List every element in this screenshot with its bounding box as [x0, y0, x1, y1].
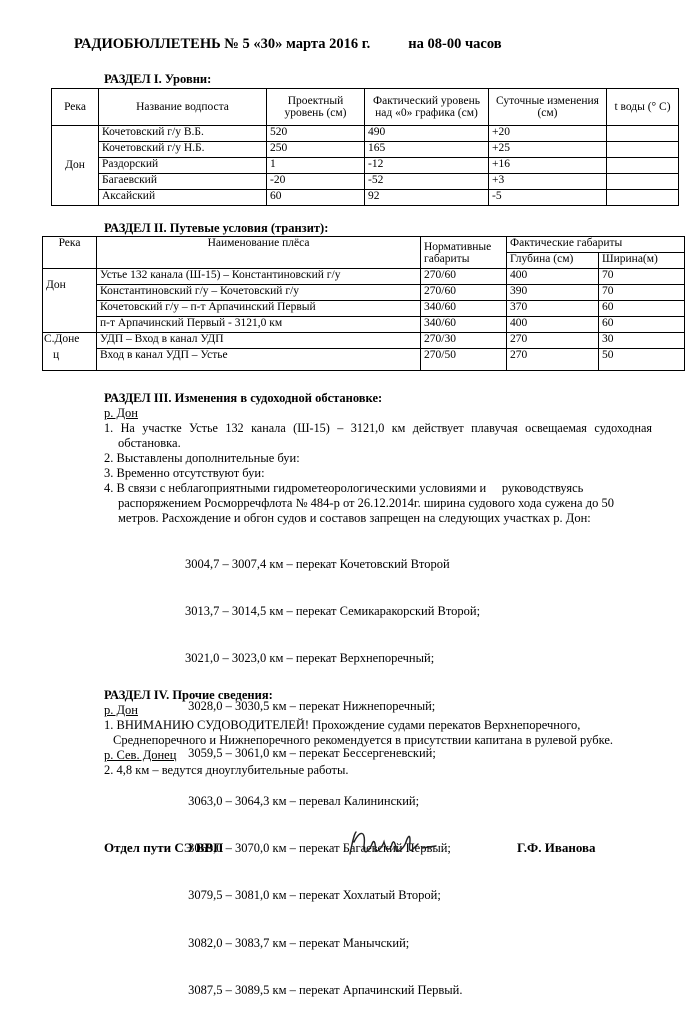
transit-table	[42, 236, 685, 371]
list-item: 3063,0 – 3064,3 км – перевал Калининский;	[185, 793, 420, 808]
levels-cell-temp	[607, 174, 679, 190]
levels-cell-project: -20	[267, 174, 365, 190]
transit-cell-name: Константиновский г/у – Кочетовский г/у	[97, 285, 421, 301]
title-time: на 08-00 часов	[408, 36, 502, 52]
transit-cell-norm: 340/60	[421, 317, 507, 333]
section1-title: РАЗДЕЛ I. Уровни:	[104, 72, 212, 86]
levels-col-actual: Фактический уровень над «0» графика (см)	[365, 89, 489, 126]
section3-item2: 2. Выставлены дополнительные буи:	[104, 451, 300, 465]
levels-cell-change: +3	[489, 174, 607, 190]
list-item: 3059,5 – 3061,0 км – перекат Бессергеневский;	[185, 746, 436, 761]
transit-col-width: Ширина(м)	[599, 253, 685, 269]
transit-col-river: Река	[43, 237, 97, 269]
transit-cell-depth: 390	[507, 285, 599, 301]
levels-cell-temp	[607, 190, 679, 206]
levels-cell-name: Раздорский	[99, 158, 267, 174]
levels-table	[51, 88, 679, 206]
levels-cell-actual: -52	[365, 174, 489, 190]
table-row	[43, 333, 685, 349]
levels-cell-project: 520	[267, 126, 365, 142]
list-item: 3087,5 – 3089,5 км – перекат Арпачинский Первый.	[185, 983, 463, 998]
table-row	[52, 190, 679, 206]
transit-col-normative: Нормативные габариты	[421, 237, 507, 269]
section3-title: РАЗДЕЛ III. Изменения в судоходной обстановке:	[104, 391, 383, 405]
levels-cell-change: -5	[489, 190, 607, 206]
table-row	[52, 174, 679, 190]
transit-cell-name: п-т Арпачинский Первый - 3121,0 км	[97, 317, 421, 333]
levels-cell-temp	[607, 126, 679, 142]
levels-cell-change: +16	[489, 158, 607, 174]
levels-cell-name: Аксайский	[99, 190, 267, 206]
transit-cell-width: 70	[599, 269, 685, 285]
section3-item4-line2: распоряжением Росморречфлота № 484-р от 26.12.2014г. ширина судового хода сужена до 50	[118, 496, 614, 510]
transit-cell-width: 70	[599, 285, 685, 301]
section4-river-donets: р. Сев. Донец	[104, 748, 177, 762]
levels-col-post: Название водпоста	[99, 89, 267, 126]
transit-cell-width: 60	[599, 317, 685, 333]
table-row	[52, 126, 679, 142]
list-item: 3079,5 – 3081,0 км – перекат Хохлатый Второй;	[185, 888, 441, 903]
transit-cell-name: УДП – Вход в канал УДП	[97, 333, 421, 349]
transit-cell-name: Кочетовский г/у – п-т Арпачинский Первый	[97, 301, 421, 317]
transit-river-donets	[43, 333, 97, 371]
levels-cell-temp	[607, 142, 679, 158]
section4-title: РАЗДЕЛ IV. Прочие сведения:	[104, 688, 273, 702]
table-row	[43, 349, 685, 371]
levels-col-river: Река	[52, 89, 99, 126]
levels-col-change: Суточные изменения (см)	[489, 89, 607, 126]
levels-cell-name: Кочетовский г/у Н.Б.	[99, 142, 267, 158]
transit-cell-name: Вход в канал УДП – Устье	[97, 349, 421, 371]
transit-col-depth: Глубина (см)	[507, 253, 599, 269]
levels-cell-project: 1	[267, 158, 365, 174]
list-item: 3021,0 – 3023,0 км – перекат Верхнепоречный;	[185, 651, 435, 666]
list-item: 3028,0 – 3030,5 км – перекат Нижнепоречный;	[185, 698, 436, 713]
transit-river-don: Дон	[43, 269, 97, 333]
transit-cell-norm: 270/60	[421, 269, 507, 285]
list-item: 3004,7 – 3007,4 км – перекат Кочетовский Второй	[185, 556, 450, 571]
table-row	[52, 142, 679, 158]
table-row	[43, 317, 685, 333]
handwritten-signature	[342, 824, 442, 866]
transit-river-donets-line2: ц	[53, 349, 60, 361]
transit-cell-depth: 270	[507, 349, 599, 371]
transit-cell-norm: 270/50	[421, 349, 507, 371]
levels-cell-change: +25	[489, 142, 607, 158]
levels-cell-temp	[607, 158, 679, 174]
section4-item2: 2. 4,8 км – ведутся дноуглубительные работы.	[104, 763, 349, 777]
levels-cell-name: Кочетовский г/у В.Б.	[99, 126, 267, 142]
footer-signer-name: Г.Ф. Иванова	[517, 840, 596, 855]
transit-cell-width: 60	[599, 301, 685, 317]
section3-item1-line2: обстановка.	[118, 436, 181, 450]
levels-river-don: Дон	[52, 126, 99, 206]
levels-cell-name: Багаевский	[99, 174, 267, 190]
transit-col-name: Наименование плёса	[97, 237, 421, 269]
transit-cell-norm: 340/60	[421, 301, 507, 317]
section3-item1-line1: 1. На участке Устье 132 канала (Ш-15) – 3121,0 км действует плавучая освещаемая судоходная	[104, 421, 652, 435]
footer-department: Отдел пути СЭ ВВП	[104, 840, 224, 855]
transit-cell-name: Устье 132 канала (Ш-15) – Константиновский г/у	[97, 269, 421, 285]
transit-col-actual: Фактические габариты	[507, 237, 685, 253]
table-row	[43, 269, 685, 285]
section2-title: РАЗДЕЛ II. Путевые условия (транзит):	[104, 221, 329, 235]
levels-cell-actual: -12	[365, 158, 489, 174]
transit-cell-depth: 270	[507, 333, 599, 349]
levels-cell-actual: 490	[365, 126, 489, 142]
transit-cell-depth: 400	[507, 269, 599, 285]
levels-cell-change: +20	[489, 126, 607, 142]
bulletin-title	[74, 36, 502, 53]
levels-cell-project: 250	[267, 142, 365, 158]
table-row	[43, 285, 685, 301]
section4-item1-line1: 1. ВНИМАНИЮ СУДОВОДИТЕЛЕЙ! Прохождение судами перекатов Верхнепоречного,	[104, 718, 581, 732]
transit-cell-width: 50	[599, 349, 685, 371]
levels-cell-actual: 92	[365, 190, 489, 206]
transit-cell-depth: 400	[507, 317, 599, 333]
transit-cell-depth: 370	[507, 301, 599, 317]
levels-cell-project: 60	[267, 190, 365, 206]
table-row	[43, 301, 685, 317]
transit-cell-width: 30	[599, 333, 685, 349]
list-item: 3082,0 – 3083,7 км – перекат Манычский;	[185, 935, 410, 950]
transit-cell-norm: 270/60	[421, 285, 507, 301]
levels-col-temp: t воды (° C)	[607, 89, 679, 126]
section3-item4-line3: метров. Расхождение и обгон судов и составов запрещен на следующих участках р. Дон:	[118, 511, 591, 525]
section4-item1-line2: Среднепоречного и Нижнепоречного рекомендуется в присутствии капитана в рулевой рубке.	[113, 733, 614, 747]
section3-item3: 3. Временно отсутствуют буи:	[104, 466, 265, 480]
transit-river-donets-line1: С.Доне	[44, 333, 80, 345]
table-row	[52, 158, 679, 174]
section3-river: р. Дон	[104, 406, 138, 420]
title-text: РАДИОБЮЛЛЕТЕНЬ № 5 «30» марта 2016 г.	[74, 36, 371, 52]
levels-col-project: Проектный уровень (см)	[267, 89, 365, 126]
levels-cell-actual: 165	[365, 142, 489, 158]
transit-cell-norm: 270/30	[421, 333, 507, 349]
section4-river-don: р. Дон	[104, 703, 138, 717]
list-item: 3013,7 – 3014,5 км – перекат Семикаракорский Второй;	[185, 603, 481, 618]
list-item: 3069,0 – 3070,0 км – перекат Багаевский Первый;	[185, 840, 451, 855]
section3-item4-line1: 4. В связи с неблагоприятными гидрометеорологическими условиями и руководствуясь	[104, 481, 584, 495]
